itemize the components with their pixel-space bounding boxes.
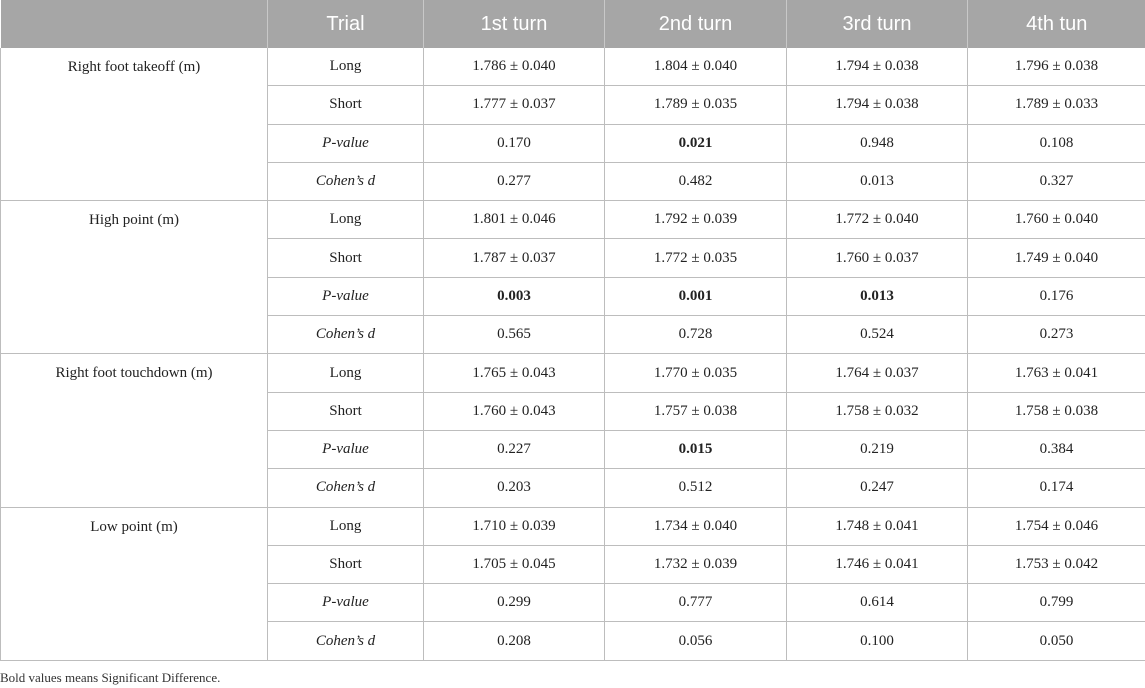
value-cell [424, 430, 605, 468]
cell-value: 0.327 [1039, 173, 1074, 190]
row-label: Long [268, 354, 424, 392]
row-label: P-value [268, 277, 424, 315]
value-cell [787, 162, 968, 200]
value-cell [787, 239, 968, 277]
cell-value: 1.760 ± 0.043 [472, 402, 556, 419]
value-cell [968, 354, 1145, 392]
header-row [1, 0, 1145, 48]
cell-value: 1.732 ± 0.039 [653, 556, 738, 572]
value-cell [424, 469, 605, 507]
table-header [1, 0, 1145, 48]
value-cell [968, 48, 1145, 86]
value-cell [605, 507, 787, 545]
cell-value: 0.565 [497, 326, 531, 343]
cell-value: 0.001 [678, 287, 713, 304]
table-row [1, 201, 1145, 239]
cell-value: 0.777 [678, 594, 713, 611]
value-cell [605, 469, 787, 507]
cell-value: 0.015 [678, 441, 713, 458]
header-cell-trial: Trial [268, 0, 424, 48]
value-cell [968, 469, 1145, 507]
row-label: Short [268, 239, 424, 277]
cell-value: 1.792 ± 0.039 [653, 211, 738, 228]
header-cell-3rd-turn: 3rd turn [787, 0, 968, 48]
group-label: High point (m) [1, 201, 268, 354]
cell-value: 1.710 ± 0.039 [472, 517, 556, 534]
value-cell [605, 201, 787, 239]
cell-value: 1.764 ± 0.037 [835, 364, 919, 381]
cell-value: 0.219 [860, 441, 894, 458]
value-cell [424, 124, 605, 162]
value-cell [968, 430, 1145, 468]
value-cell [787, 354, 968, 392]
value-cell [968, 316, 1145, 354]
cell-value: 0.100 [860, 632, 894, 649]
cell-value: 1.748 ± 0.041 [835, 517, 919, 534]
value-cell [968, 162, 1145, 200]
value-cell [787, 469, 968, 507]
table-footnote: Bold values means Significant Difference. [0, 670, 221, 685]
value-cell [605, 48, 787, 86]
cell-value: 1.789 ± 0.035 [653, 96, 738, 113]
group-label: Low point (m) [1, 507, 268, 660]
cell-value: 1.746 ± 0.041 [835, 556, 919, 572]
header-cell-1st-turn: 1st turn [424, 0, 605, 48]
cell-value: 1.760 ± 0.040 [1014, 211, 1099, 228]
cell-value: 1.749 ± 0.040 [1014, 249, 1099, 266]
value-cell [605, 392, 787, 430]
value-cell [424, 392, 605, 430]
cell-value: 1.754 ± 0.046 [1014, 517, 1099, 534]
cell-value: 0.176 [1039, 287, 1074, 304]
cell-value: 0.512 [678, 479, 713, 496]
value-cell [605, 124, 787, 162]
cell-value: 0.013 [860, 287, 894, 304]
value-cell [968, 124, 1145, 162]
cell-value: 0.799 [1039, 594, 1074, 611]
cell-value: 1.705 ± 0.045 [472, 556, 556, 572]
value-cell [424, 584, 605, 622]
cell-value: 0.384 [1039, 441, 1074, 458]
value-cell [424, 239, 605, 277]
table-row [1, 48, 1145, 86]
value-cell [787, 584, 968, 622]
cell-value: 0.247 [860, 479, 894, 496]
cell-value: 1.763 ± 0.041 [1014, 364, 1099, 381]
value-cell [968, 622, 1145, 660]
value-cell [787, 316, 968, 354]
value-cell [424, 162, 605, 200]
cell-value: 1.770 ± 0.035 [653, 364, 738, 381]
cell-value: 0.203 [497, 479, 531, 496]
cell-value: 1.772 ± 0.040 [835, 211, 919, 228]
cell-value: 1.794 ± 0.038 [835, 96, 919, 113]
header-cell-2nd-turn: 2nd turn [605, 0, 787, 48]
cell-value: 0.227 [497, 441, 531, 458]
value-cell [968, 392, 1145, 430]
row-label: Long [268, 48, 424, 86]
value-cell [605, 316, 787, 354]
value-cell [787, 507, 968, 545]
value-cell [605, 277, 787, 315]
cell-value: 0.013 [860, 173, 894, 190]
cell-value: 0.482 [678, 173, 713, 190]
value-cell [787, 622, 968, 660]
cell-value: 0.003 [497, 287, 531, 304]
row-label: Cohen’s d [268, 162, 424, 200]
row-label: Cohen’s d [268, 316, 424, 354]
value-cell [424, 86, 605, 124]
cell-value: 0.948 [860, 134, 894, 151]
row-label: Short [268, 545, 424, 583]
table-row [1, 354, 1145, 392]
value-cell [605, 430, 787, 468]
value-cell [605, 239, 787, 277]
row-label: Short [268, 392, 424, 430]
row-label: Long [268, 201, 424, 239]
cell-value: 1.753 ± 0.042 [1014, 556, 1099, 572]
value-cell [424, 622, 605, 660]
value-cell [968, 201, 1145, 239]
value-cell [968, 507, 1145, 545]
cell-value: 1.794 ± 0.038 [835, 58, 919, 75]
value-cell [787, 545, 968, 583]
value-cell [424, 201, 605, 239]
cell-value: 1.772 ± 0.035 [653, 249, 738, 266]
cell-value: 1.758 ± 0.032 [835, 402, 919, 419]
value-cell [787, 430, 968, 468]
cell-value: 0.524 [860, 326, 894, 343]
row-label: P-value [268, 124, 424, 162]
value-cell [605, 622, 787, 660]
value-cell [787, 201, 968, 239]
cell-value: 0.728 [678, 326, 713, 343]
row-label: Short [268, 86, 424, 124]
cell-value: 0.021 [678, 134, 713, 151]
cell-value: 1.758 ± 0.038 [1014, 402, 1099, 419]
value-cell [605, 162, 787, 200]
value-cell [968, 277, 1145, 315]
cell-value: 0.273 [1039, 326, 1074, 343]
value-cell [968, 239, 1145, 277]
table-body [1, 48, 1145, 660]
header-cell-4th-turn: 4th tun [968, 0, 1145, 48]
cell-value: 1.787 ± 0.037 [472, 249, 556, 266]
value-cell [424, 48, 605, 86]
value-cell [424, 277, 605, 315]
row-label: P-value [268, 584, 424, 622]
row-label: Cohen’s d [268, 622, 424, 660]
cell-value: 0.299 [497, 594, 531, 611]
cell-value: 1.789 ± 0.033 [1014, 96, 1099, 113]
cell-value: 0.050 [1039, 632, 1074, 649]
value-cell [605, 354, 787, 392]
cell-value: 1.757 ± 0.038 [653, 402, 738, 419]
cell-value: 0.056 [678, 632, 713, 649]
value-cell [605, 545, 787, 583]
cell-value: 0.614 [860, 594, 894, 611]
value-cell [787, 48, 968, 86]
value-cell [605, 584, 787, 622]
group-label: Right foot takeoff (m) [1, 48, 268, 201]
cell-value: 1.804 ± 0.040 [653, 58, 738, 75]
value-cell [968, 545, 1145, 583]
row-label: Cohen’s d [268, 469, 424, 507]
cell-value: 0.208 [497, 632, 531, 649]
cell-value: 1.765 ± 0.043 [472, 364, 556, 381]
cell-value: 1.801 ± 0.046 [472, 211, 556, 228]
value-cell [787, 277, 968, 315]
value-cell [424, 545, 605, 583]
cell-value: 1.760 ± 0.037 [835, 249, 919, 266]
value-cell [787, 124, 968, 162]
value-cell [424, 507, 605, 545]
table-row [1, 507, 1145, 545]
value-cell [968, 584, 1145, 622]
value-cell [787, 86, 968, 124]
value-cell [424, 316, 605, 354]
cell-value: 0.174 [1039, 479, 1074, 496]
header-cell-empty [1, 0, 268, 48]
cell-value: 1.777 ± 0.037 [472, 96, 556, 113]
cell-value: 1.734 ± 0.040 [653, 517, 738, 534]
value-cell [968, 86, 1145, 124]
cell-value: 1.796 ± 0.038 [1014, 58, 1099, 75]
value-cell [424, 354, 605, 392]
value-cell [787, 392, 968, 430]
cell-value: 1.786 ± 0.040 [472, 58, 556, 75]
group-label: Right foot touchdown (m) [1, 354, 268, 507]
cell-value: 0.108 [1039, 134, 1074, 151]
row-label: Long [268, 507, 424, 545]
value-cell [605, 86, 787, 124]
row-label: P-value [268, 430, 424, 468]
cell-value: 0.170 [497, 134, 531, 151]
cell-value: 0.277 [497, 173, 531, 190]
